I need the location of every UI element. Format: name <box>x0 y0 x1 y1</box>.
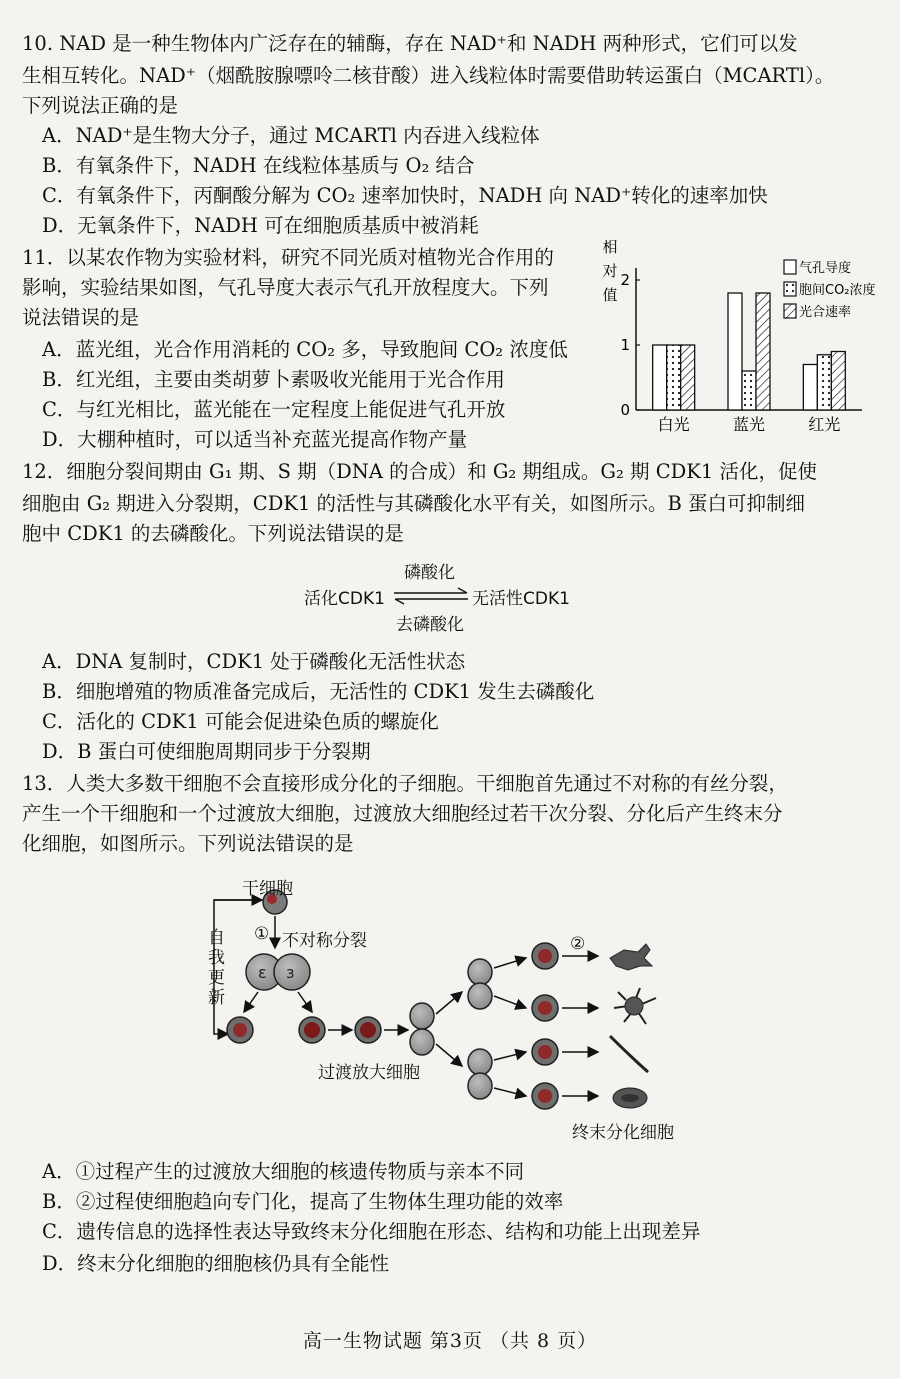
bar <box>667 345 681 410</box>
chart-x-ticks <box>658 415 841 434</box>
muscle-cell-icon <box>610 944 652 970</box>
q10-option-c: C．有氧条件下，丙酮酸分解为 CO₂ 速率加快时，NADH 向 NAD⁺转化的速率加快 <box>42 184 768 207</box>
terminal-differentiated-cell-label: 终末分化细胞 <box>572 1123 674 1143</box>
inactive-cdk1-label: 无活性CDK1 <box>472 589 570 609</box>
legend-label: 胞间CO₂浓度 <box>799 283 876 298</box>
q11-option-c: C．与红光相比，蓝光能在一定程度上能促进气孔开放 <box>42 398 506 421</box>
legend-label: 光合速率 <box>799 305 852 320</box>
q11-option-b: B．红光组，主要由类胡萝卜素吸收光能用于光合作用 <box>42 368 505 391</box>
chart-legend <box>784 260 876 320</box>
q12-stem-line1: 12．细胞分裂间期由 G₁ 期、S 期（DNA 的合成）和 G₂ 期组成。G₂ 期 CDK1 活化，促使 <box>22 460 817 483</box>
reversible-arrow-icon <box>392 586 470 606</box>
q10-option-b: B．有氧条件下，NADH 在线粒体基质与 O₂ 结合 <box>42 154 475 177</box>
q12-stem-line3: 胞中 CDK1 的去磷酸化。下列说法错误的是 <box>22 522 404 545</box>
q12-option-c: C．活化的 CDK1 可能会促进染色质的螺旋化 <box>42 710 439 733</box>
page-footer: 高一生物试题 第3页 （共 8 页） <box>302 1330 598 1352</box>
y-tick-label: 0 <box>620 401 630 419</box>
y-label-char: 对 <box>602 262 618 280</box>
legend-swatch <box>784 260 796 274</box>
q13-option-b: B．②过程使细胞趋向专门化，提高了生物体生理功能的效率 <box>42 1190 564 1213</box>
q13-option-a: A．①过程产生的过渡放大细胞的核遗传物质与亲本不同 <box>42 1160 525 1183</box>
q13-stem-line1: 13．人类大多数干细胞不会直接形成分化的子细胞。干细胞首先通过不对称的有丝分裂， <box>22 772 788 795</box>
transit-amplifying-cell-label: 过渡放大细胞 <box>318 1063 420 1083</box>
q11-bar-chart <box>592 240 882 440</box>
svg-text:ε: ε <box>258 963 267 982</box>
step1-label: ① <box>254 924 270 944</box>
phosphorylation-label: 磷酸化 <box>404 563 455 583</box>
bar <box>756 293 770 410</box>
y-label-char: 值 <box>602 286 618 304</box>
active-cdk1-label: 活化CDK1 <box>304 589 385 609</box>
stem-cell-diagram-graphics <box>200 866 700 1146</box>
q12-option-a: A．DNA 复制时，CDK1 处于磷酸化无活性状态 <box>42 650 466 673</box>
bar <box>653 345 667 410</box>
q12-stem-line2: 细胞由 G₂ 期进入分裂期，CDK1 的活性与其磷酸化水平有关，如图所示。B 蛋白可抑制细 <box>22 492 806 515</box>
cdk1-cycle-diagram <box>300 556 600 636</box>
y-tick-label: 1 <box>620 336 630 354</box>
q11-stem-line3: 说法错误的是 <box>22 306 140 329</box>
y-tick-label: 2 <box>620 271 630 289</box>
q13-stem-line3: 化细胞，如图所示。下列说法错误的是 <box>22 832 354 855</box>
bar <box>728 293 742 410</box>
legend-swatch <box>784 282 796 296</box>
q13-option-c: C．遗传信息的选择性表达导致终末分化细胞在形态、结构和功能上出现差异 <box>42 1220 701 1243</box>
chart-y-label <box>602 240 617 304</box>
y-label-char: 相 <box>602 240 618 256</box>
legend-swatch <box>784 304 796 318</box>
q11-option-d: D．大棚种植时，可以适当补充蓝光提高作物产量 <box>42 428 468 451</box>
x-tick-label: 红光 <box>808 415 841 434</box>
bar <box>742 371 756 410</box>
x-tick-label: 白光 <box>657 415 690 434</box>
q10-option-a: A．NAD⁺是生物大分子，通过 MCARTl 内吞进入线粒体 <box>42 124 540 147</box>
stem-cell-label: 干细胞 <box>242 879 293 899</box>
neuron-icon <box>625 997 643 1015</box>
chart-y-ticks <box>620 271 640 419</box>
q10-stem-line3: 下列说法正确的是 <box>22 94 179 117</box>
dephosphorylation-label: 去磷酸化 <box>396 615 464 635</box>
legend-label: 气孔导度 <box>799 261 852 276</box>
q10-stem-line1: 10. NAD 是一种生物体内广泛存在的辅酶，存在 NAD⁺和 NADH 两种形式，它们可以发 <box>22 32 798 55</box>
q11-stem-line2: 影响，实验结果如图，气孔导度大表示气孔开放程度大。下列 <box>22 276 549 299</box>
q13-option-d: D．终末分化细胞的细胞核仍具有全能性 <box>42 1252 390 1275</box>
q10-stem-line2: 生相互转化。NAD⁺（烟酰胺腺嘌呤二核苷酸）进入线粒体时需要借助转运蛋白（MCARTl）。 <box>22 64 835 87</box>
bar <box>681 345 695 410</box>
x-tick-label: 蓝光 <box>732 415 766 434</box>
bar <box>817 355 831 410</box>
svg-text:з: з <box>286 963 295 982</box>
self-renew-label: 自我更新 <box>208 928 225 1008</box>
q11-stem-line1: 11．以某农作物为实验材料，研究不同光质对植物光合作用的 <box>22 246 554 269</box>
q10-option-d: D．无氧条件下，NADH 可在细胞质基质中被消耗 <box>42 214 479 237</box>
q12-option-d: D．B 蛋白可使细胞周期同步于分裂期 <box>42 740 371 763</box>
asymmetric-division-label: 不对称分裂 <box>282 931 367 951</box>
stem-cell-diagram <box>200 866 700 1146</box>
bar <box>803 365 817 411</box>
step2-label: ② <box>570 934 586 954</box>
q11-option-a: A．蓝光组，光合作用消耗的 CO₂ 多，导致胞间 CO₂ 浓度低 <box>42 338 568 361</box>
bar <box>831 352 845 411</box>
q13-stem-line2: 产生一个干细胞和一个过渡放大细胞，过渡放大细胞经过若干次分裂、分化后产生终末分 <box>22 802 783 825</box>
q12-option-b: B．细胞增殖的物质准备完成后，无活性的 CDK1 发生去磷酸化 <box>42 680 595 703</box>
fiber-cell-icon <box>610 1036 648 1072</box>
